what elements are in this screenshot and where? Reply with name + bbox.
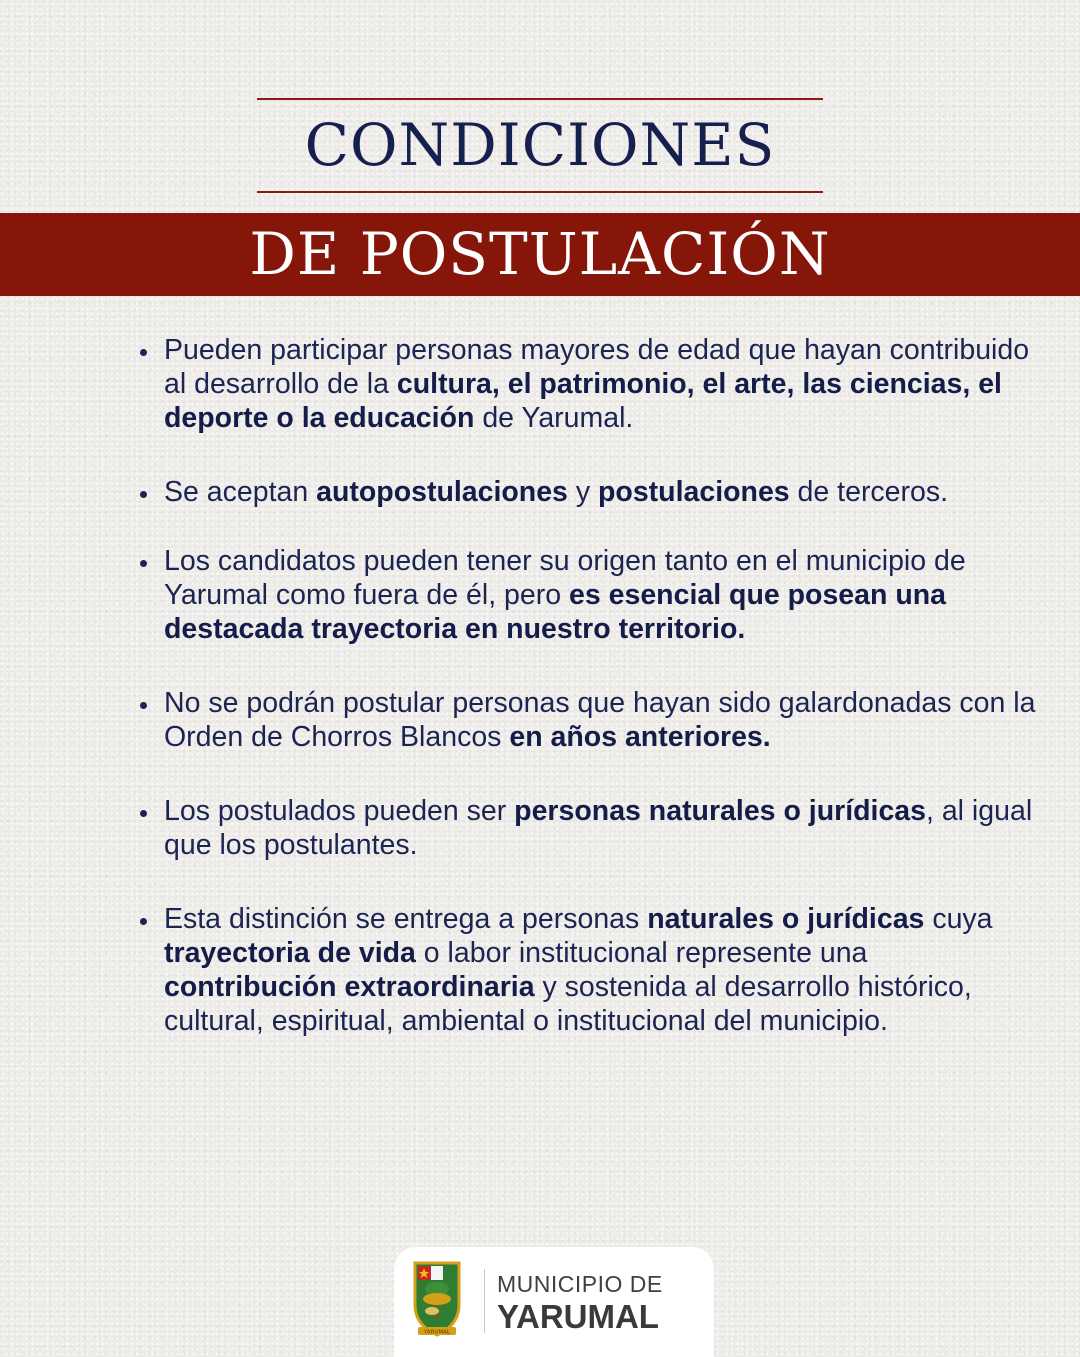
condition-emphasis: es esencial que posean una destacada trayectoria en nuestro territorio. (164, 579, 947, 645)
condition-text: de Yarumal. (474, 402, 634, 434)
logo-municipio-text: MUNICIPIO DE (497, 1271, 663, 1297)
condition-emphasis: postulaciones (598, 476, 790, 508)
condition-emphasis: cultura, el patrimonio, el arte, las ciencias, el deporte o la educación (164, 368, 1002, 434)
condition-item (138, 902, 1038, 1038)
conditions-list (138, 333, 1038, 1038)
condition-text: cuya (924, 903, 993, 935)
condition-emphasis: autopostulaciones (316, 476, 568, 508)
condition-emphasis: en años anteriores. (509, 721, 771, 753)
condition-text: y (567, 476, 599, 508)
condition-text: Esta distinción se entrega a personas (164, 903, 648, 935)
yarumal-shield-icon (412, 1259, 462, 1339)
title-band (0, 213, 1080, 296)
condition-item (138, 544, 1038, 646)
condition-item (138, 333, 1038, 435)
condition-text: Los postulados pueden ser (164, 795, 515, 827)
title-line-1: CONDICIONES (304, 111, 776, 179)
condition-item (138, 475, 1038, 509)
condition-emphasis: personas naturales o jurídicas (514, 795, 926, 827)
condition-text: No se podrán postular personas que hayan sido galardonadas con la Orden de Chorros Blancos (164, 687, 1036, 753)
condition-emphasis: naturales o jurídicas (647, 903, 925, 935)
condition-text: Pueden participar personas mayores de edad que hayan contribuido al desarrollo de la (164, 334, 1030, 400)
shield-label: YARUMAL (423, 1329, 451, 1336)
title-rule-bottom (257, 191, 823, 193)
condition-text: de terceros. (789, 476, 949, 508)
title-rule-top (257, 98, 823, 100)
logo-yarumal-text: YARUMAL (497, 1298, 659, 1335)
logo-divider (484, 1269, 485, 1333)
condition-emphasis: trayectoria de vida (164, 937, 416, 969)
municipality-logo (394, 1247, 714, 1357)
condition-text: Los candidatos pueden tener su origen tanto en el municipio de Yarumal como fuera de él, pero (164, 545, 966, 611)
condition-text: y sostenida al desarrollo histórico, cultural, espiritual, ambiental o institucional del municipio. (164, 971, 972, 1037)
condition-item (138, 794, 1038, 862)
title-line-2: DE POSTULACIÓN (249, 220, 831, 288)
condition-text: Se aceptan (164, 476, 317, 508)
condition-text: , al igual que los postulantes. (164, 795, 1033, 861)
condition-text: o labor institucional represente una (415, 937, 868, 969)
condition-emphasis: contribución extraordinaria (164, 971, 535, 1003)
condition-item (138, 686, 1038, 754)
